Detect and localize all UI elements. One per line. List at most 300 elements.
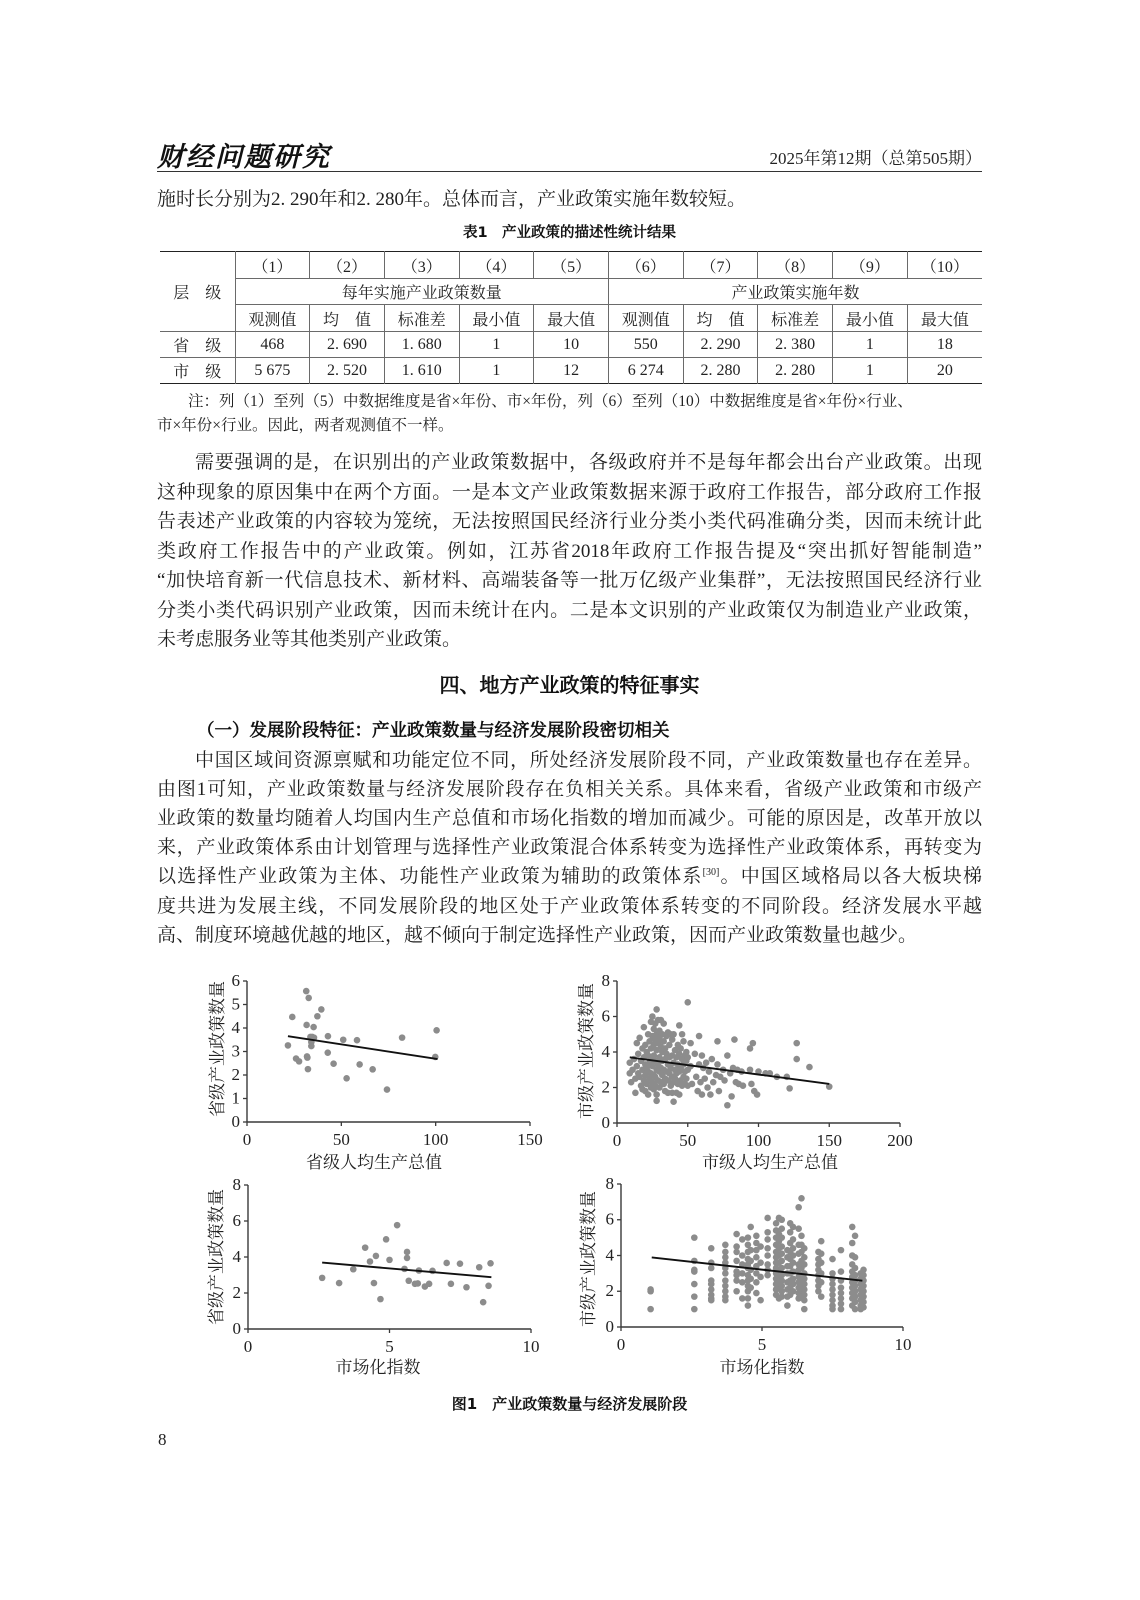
data-point	[696, 1033, 703, 1040]
data-point	[753, 1233, 760, 1240]
data-point	[778, 1293, 785, 1300]
table-cell: 468	[235, 332, 310, 358]
data-point	[362, 1244, 369, 1251]
data-point	[384, 1086, 391, 1093]
data-point	[487, 1260, 494, 1267]
y-tick-label: 8	[601, 970, 610, 990]
body-line: “加快培育新一代信息技术、新材料、高端装备等一批万亿级产业集群”，无法按照国民经济行业	[157, 570, 982, 591]
data-point	[305, 995, 312, 1002]
data-point	[684, 1054, 691, 1061]
data-point	[350, 1266, 357, 1273]
data-point	[801, 1261, 808, 1268]
stat-header: 标准差	[758, 305, 833, 332]
data-point	[319, 1275, 326, 1282]
data-point	[404, 1255, 411, 1262]
data-point	[371, 1280, 378, 1287]
stat-header: 观测值	[235, 305, 310, 332]
citation-marker: [30]	[702, 867, 720, 879]
x-axis-title: 市场化指数	[335, 1358, 421, 1377]
data-point	[733, 1288, 740, 1295]
data-point	[745, 1234, 752, 1241]
data-point	[285, 1042, 292, 1049]
table-row-provincial	[160, 332, 982, 358]
col-number: （6）	[608, 252, 683, 279]
data-point	[692, 1050, 699, 1057]
group-header-duration: 产业政策实施年数	[608, 279, 982, 305]
data-point	[691, 1306, 698, 1313]
data-point	[757, 1259, 764, 1266]
data-point	[691, 1268, 698, 1275]
data-point	[747, 1247, 754, 1254]
data-point	[764, 1236, 771, 1243]
data-point	[849, 1224, 856, 1231]
data-point	[790, 1252, 797, 1259]
body-line: 高、制度环境越优越的地区，越不倾向于制定选择性产业政策，因而产业政策数量也越少。	[157, 924, 918, 946]
data-point	[818, 1293, 825, 1300]
data-point	[296, 1058, 303, 1065]
data-point	[790, 1259, 797, 1266]
body-line: 未考虑服务业等其他类别产业政策。	[157, 629, 462, 650]
y-axis-title: 省级产业政策数量	[207, 1189, 226, 1325]
header-rule	[157, 171, 982, 172]
table-cell: 10	[534, 332, 609, 358]
table-row-city	[160, 358, 982, 384]
data-point	[818, 1238, 825, 1245]
data-point	[708, 1245, 715, 1252]
data-point	[647, 1306, 654, 1313]
data-point	[740, 1082, 747, 1089]
line-text: 以选择性产业政策为主体、功能性产业政策为辅助的政策体系	[157, 866, 703, 888]
data-point	[764, 1252, 771, 1259]
table-cell: 2. 290	[683, 332, 758, 358]
data-point	[786, 1085, 793, 1092]
data-point	[443, 1260, 450, 1267]
table-cell: 6 274	[608, 358, 683, 384]
data-point	[733, 1249, 740, 1256]
data-point	[747, 1224, 754, 1231]
body-line: 需要强调的是，在识别出的产业政策数据中，各级政府并不是每年都会出台产业政策。出现	[195, 452, 982, 473]
col-number: （8）	[758, 252, 833, 279]
table-cell: 1. 680	[384, 332, 459, 358]
y-tick-label: 6	[601, 1006, 610, 1026]
data-point	[706, 1068, 713, 1075]
y-tick-label: 4	[601, 1041, 610, 1061]
data-point	[790, 1224, 797, 1231]
body-line: 来，产业政策体系由计划管理与选择性产业政策混合体系转变为选择性产业政策体系，再转变为	[157, 837, 982, 859]
data-point	[852, 1299, 859, 1306]
col-number: （7）	[683, 252, 758, 279]
x-tick-label: 100	[745, 1130, 772, 1150]
data-point	[386, 1257, 393, 1264]
y-tick-label: 1	[231, 1088, 240, 1108]
data-point	[739, 1295, 746, 1302]
body-line: 中国区域间资源禀赋和功能定位不同，所处经济发展阶段不同，产业政策数量也存在差异。	[195, 749, 982, 771]
y-tick-label: 4	[605, 1245, 614, 1265]
table-cell: 1. 610	[384, 358, 459, 384]
data-point	[645, 1091, 652, 1098]
data-point	[818, 1279, 825, 1286]
row-label: 省 级	[160, 332, 235, 358]
data-point	[693, 1074, 700, 1081]
data-point	[793, 1040, 800, 1047]
data-point	[303, 988, 310, 995]
data-point	[733, 1277, 740, 1284]
data-point	[754, 1091, 761, 1098]
data-point	[790, 1236, 797, 1243]
data-point	[838, 1268, 845, 1275]
data-point	[716, 1088, 723, 1095]
col-number: （1）	[235, 252, 310, 279]
data-point	[308, 1043, 315, 1050]
y-tick-label: 6	[232, 1210, 241, 1230]
x-tick-label: 10	[522, 1336, 540, 1356]
data-point	[818, 1250, 825, 1257]
data-point	[305, 1066, 312, 1073]
y-tick-label: 2	[231, 1064, 240, 1084]
stat-header: 最大值	[907, 305, 982, 332]
table-cell: 2. 280	[683, 358, 758, 384]
data-point	[680, 1038, 687, 1045]
issue-info: 2025年第12期（总第505期）	[769, 149, 982, 168]
data-point	[708, 1297, 715, 1304]
data-point	[330, 1060, 337, 1067]
data-point	[373, 1253, 380, 1260]
journal-logo: 财经问题研究	[157, 142, 331, 172]
data-point	[778, 1243, 785, 1250]
statistics-table	[160, 251, 982, 384]
data-point	[838, 1306, 845, 1313]
data-point	[790, 1245, 797, 1252]
body-line-with-citation	[157, 862, 982, 891]
data-point	[708, 1265, 715, 1272]
page-number: 8	[158, 1430, 167, 1449]
col-number: （2）	[310, 252, 385, 279]
x-tick-label: 50	[679, 1130, 697, 1150]
x-tick-label: 5	[757, 1334, 767, 1354]
x-tick-label: 10	[894, 1334, 912, 1354]
data-point	[798, 1233, 805, 1240]
data-point	[340, 1036, 347, 1043]
data-point	[448, 1281, 455, 1288]
x-tick-label: 0	[616, 1334, 626, 1354]
data-point	[745, 1302, 752, 1309]
data-point	[289, 1014, 296, 1021]
data-point	[369, 1066, 376, 1073]
data-point	[426, 1281, 433, 1288]
data-point	[764, 1215, 771, 1222]
data-point	[733, 1231, 740, 1238]
data-point	[764, 1245, 771, 1252]
data-point	[801, 1245, 808, 1252]
data-point	[649, 1013, 656, 1020]
data-point	[801, 1306, 808, 1313]
subsection-heading: （一）发展阶段特征：产业政策数量与经济发展阶段密切相关	[197, 721, 670, 741]
table-cell: 2. 380	[758, 332, 833, 358]
data-point	[722, 1241, 729, 1248]
body-line: 度共进为发展主线，不同发展阶段的地区处于产业政策体系转变的不同阶段。经济发展水平越	[157, 895, 982, 917]
y-tick-label: 2	[605, 1281, 614, 1301]
data-point	[653, 1098, 660, 1105]
line-text: 。中国区域格局以各大板块梯	[719, 866, 982, 888]
data-point	[778, 1234, 785, 1241]
data-point	[635, 1050, 642, 1057]
data-point	[653, 1091, 660, 1098]
data-point	[634, 1063, 641, 1070]
table-cell: 1	[833, 358, 908, 384]
y-tick-label: 6	[605, 1209, 614, 1229]
data-point	[485, 1283, 492, 1290]
stat-header: 观测值	[608, 305, 683, 332]
table-cell: 20	[907, 358, 982, 384]
trend-line	[322, 1263, 491, 1278]
data-point	[318, 1006, 325, 1013]
x-tick-label: 50	[332, 1129, 350, 1149]
y-axis-title: 省级产业政策数量	[208, 981, 227, 1117]
x-tick-label: 5	[385, 1336, 394, 1356]
data-point	[747, 1284, 754, 1291]
y-tick-label: 0	[231, 1111, 240, 1131]
data-point	[689, 1081, 696, 1088]
data-point	[721, 1077, 728, 1084]
data-point	[724, 1052, 731, 1059]
col-number: （5）	[534, 252, 609, 279]
table-header-row-numbers	[160, 252, 982, 279]
data-point	[676, 1091, 683, 1098]
figure-caption: 图1 产业政策数量与经济发展阶段	[451, 1395, 688, 1413]
data-point	[778, 1216, 785, 1223]
data-point	[670, 1098, 677, 1105]
y-tick-label: 4	[232, 1246, 241, 1266]
data-point	[676, 1022, 683, 1029]
stat-header: 均 值	[683, 305, 758, 332]
data-point	[722, 1270, 729, 1277]
row-label: 市 级	[160, 358, 235, 384]
y-tick-label: 6	[231, 970, 240, 990]
y-axis-title: 市级产业政策数量	[577, 983, 596, 1119]
y-axis-title: 市级产业政策数量	[579, 1191, 598, 1327]
y-tick-label: 0	[232, 1318, 241, 1338]
table-cell: 1	[459, 332, 534, 358]
data-point	[404, 1249, 411, 1256]
data-point	[710, 1079, 717, 1086]
data-point	[739, 1252, 746, 1259]
data-point	[714, 1061, 721, 1068]
data-point	[733, 1258, 740, 1265]
stat-header: 最小值	[833, 305, 908, 332]
data-point	[367, 1258, 374, 1265]
x-tick-label: 0	[612, 1130, 622, 1150]
data-point	[722, 1297, 729, 1304]
data-point	[801, 1297, 808, 1304]
data-point	[739, 1270, 746, 1277]
data-point	[660, 1020, 667, 1027]
data-point	[691, 1281, 698, 1288]
section-heading: 四、地方产业政策的特征事实	[439, 673, 700, 697]
data-point	[818, 1259, 825, 1266]
stat-header: 标准差	[384, 305, 459, 332]
data-point	[745, 1295, 752, 1302]
data-point	[709, 1056, 716, 1063]
y-tick-label: 4	[231, 1017, 240, 1037]
data-point	[394, 1222, 401, 1229]
table-cell: 12	[534, 358, 609, 384]
data-point	[632, 1090, 639, 1097]
chart-city-gdp	[560, 965, 920, 1165]
data-point	[310, 1024, 317, 1031]
data-point	[707, 1091, 714, 1098]
y-tick-label: 0	[605, 1316, 614, 1336]
data-point	[647, 1288, 654, 1295]
table-cell: 5 675	[235, 358, 310, 384]
table-note-line: 注：列（1）至列（5）中数据维度是省×年份、市×年份，列（6）至列（10）中数据维度是省×年份×行业、	[188, 393, 913, 410]
data-point	[303, 1022, 310, 1029]
data-point	[778, 1265, 785, 1272]
data-point	[748, 1081, 755, 1088]
data-point	[757, 1243, 764, 1250]
data-point	[699, 1052, 706, 1059]
y-tick-label: 5	[231, 994, 240, 1014]
table-cell: 2. 690	[310, 332, 385, 358]
data-point	[641, 1024, 648, 1031]
data-point	[724, 1102, 731, 1109]
y-tick-label: 8	[232, 1174, 241, 1194]
col-number: （10）	[907, 252, 982, 279]
data-point	[701, 1075, 708, 1082]
data-point	[679, 1031, 686, 1038]
data-point	[747, 1275, 754, 1282]
group-header-annual-count: 每年实施产业政策数量	[235, 279, 608, 305]
x-axis-title: 省级人均生产总值	[306, 1153, 442, 1172]
y-tick-label: 8	[605, 1173, 614, 1193]
data-point	[324, 1049, 331, 1056]
x-tick-label: 200	[887, 1130, 913, 1150]
data-point	[838, 1247, 845, 1254]
data-point	[677, 1045, 684, 1052]
col-number: （3）	[384, 252, 459, 279]
chart-provincial-marketization	[190, 1170, 550, 1370]
body-line: 由图1可知，产业政策数量与经济发展阶段存在负相关关系。具体来看，省级产业政策和市级产	[157, 778, 982, 800]
data-point	[457, 1260, 464, 1267]
data-point	[801, 1254, 808, 1261]
col-number: （4）	[459, 252, 534, 279]
data-point	[304, 1054, 311, 1061]
data-point	[778, 1225, 785, 1232]
table-header-row-groups	[160, 279, 982, 305]
data-point	[714, 1038, 721, 1045]
data-point	[795, 1204, 802, 1211]
y-tick-label: 2	[601, 1077, 610, 1097]
data-point	[764, 1229, 771, 1236]
data-point	[383, 1236, 390, 1243]
data-point	[731, 1036, 738, 1043]
data-point	[699, 1091, 706, 1098]
body-line: 类政府工作报告中的产业政策。例如，江苏省2018年政府工作报告提及“突出抓好智能制造”	[157, 540, 982, 562]
stat-header: 最大值	[534, 305, 609, 332]
data-point	[703, 1059, 710, 1066]
data-point	[636, 1035, 643, 1042]
x-tick-label: 0	[242, 1129, 252, 1149]
body-line: 业政策的数量均随着人均国内生产总值和市场化指数的增加而减少。可能的原因是，改革开放以	[157, 807, 982, 829]
body-line: 分类小类代码识别产业政策，因而未统计在内。二是本文识别的产业政策仅为制造业产业政策，	[157, 599, 982, 621]
data-point	[433, 1027, 440, 1034]
data-point	[336, 1280, 343, 1287]
data-point	[314, 1013, 321, 1020]
data-point	[683, 1075, 690, 1082]
x-tick-label: 150	[816, 1130, 842, 1150]
data-point	[476, 1264, 483, 1271]
data-point	[757, 1274, 764, 1281]
table-cell: 550	[608, 332, 683, 358]
data-point	[739, 1279, 746, 1286]
data-point	[784, 1302, 791, 1309]
table-cell: 1	[459, 358, 534, 384]
row-header-level: 层 级	[160, 252, 235, 332]
data-point	[790, 1288, 797, 1295]
data-point	[753, 1290, 760, 1297]
stat-header: 最小值	[459, 305, 534, 332]
data-point	[728, 1093, 735, 1100]
data-point	[747, 1066, 754, 1073]
table-cell: 2. 280	[758, 358, 833, 384]
data-point	[778, 1258, 785, 1265]
data-point	[653, 1006, 660, 1013]
data-point	[793, 1056, 800, 1063]
data-point	[343, 1075, 350, 1082]
table-cell: 1	[833, 332, 908, 358]
data-point	[405, 1277, 412, 1284]
data-point	[757, 1297, 764, 1304]
data-point	[795, 1225, 802, 1232]
data-point	[753, 1279, 760, 1286]
data-point	[806, 1064, 813, 1071]
data-point	[764, 1272, 771, 1279]
body-line-intro: 施时长分别为2. 290年和2. 280年。总体而言，产业政策实施年数较短。	[157, 189, 747, 210]
data-point	[463, 1284, 470, 1291]
data-point	[325, 1033, 332, 1040]
x-tick-label: 100	[422, 1129, 449, 1149]
body-line: 这种现象的原因集中在两个方面。一是本文产业政策数据来源于政府工作报告，部分政府工作报	[157, 481, 982, 503]
x-tick-label: 150	[517, 1129, 543, 1149]
data-point	[354, 1037, 361, 1044]
table-cell: 18	[907, 332, 982, 358]
data-point	[691, 1293, 698, 1300]
chart-city-marketization	[560, 1170, 920, 1370]
data-point	[684, 999, 691, 1006]
data-point	[480, 1299, 487, 1306]
x-tick-label: 0	[243, 1336, 253, 1356]
y-tick-label: 3	[231, 1041, 240, 1061]
data-point	[670, 1031, 677, 1038]
data-point	[747, 1258, 754, 1265]
data-point	[739, 1236, 746, 1243]
table-note-line: 市×年份×行业。因此，两者观测值不一样。	[157, 417, 454, 434]
data-point	[852, 1306, 859, 1313]
data-point	[356, 1061, 363, 1068]
data-point	[798, 1195, 805, 1202]
data-point	[377, 1296, 384, 1303]
data-point	[753, 1254, 760, 1261]
data-point	[704, 1084, 711, 1091]
table-title: 表1 产业政策的描述性统计结果	[462, 225, 677, 241]
data-point	[860, 1304, 867, 1311]
data-point	[852, 1265, 859, 1272]
data-point	[399, 1034, 406, 1041]
x-axis-title: 市级人均生产总值	[702, 1153, 838, 1172]
data-point	[415, 1280, 422, 1287]
chart-provincial-gdp	[190, 965, 550, 1165]
stat-header: 均 值	[310, 305, 385, 332]
data-point	[849, 1240, 856, 1247]
